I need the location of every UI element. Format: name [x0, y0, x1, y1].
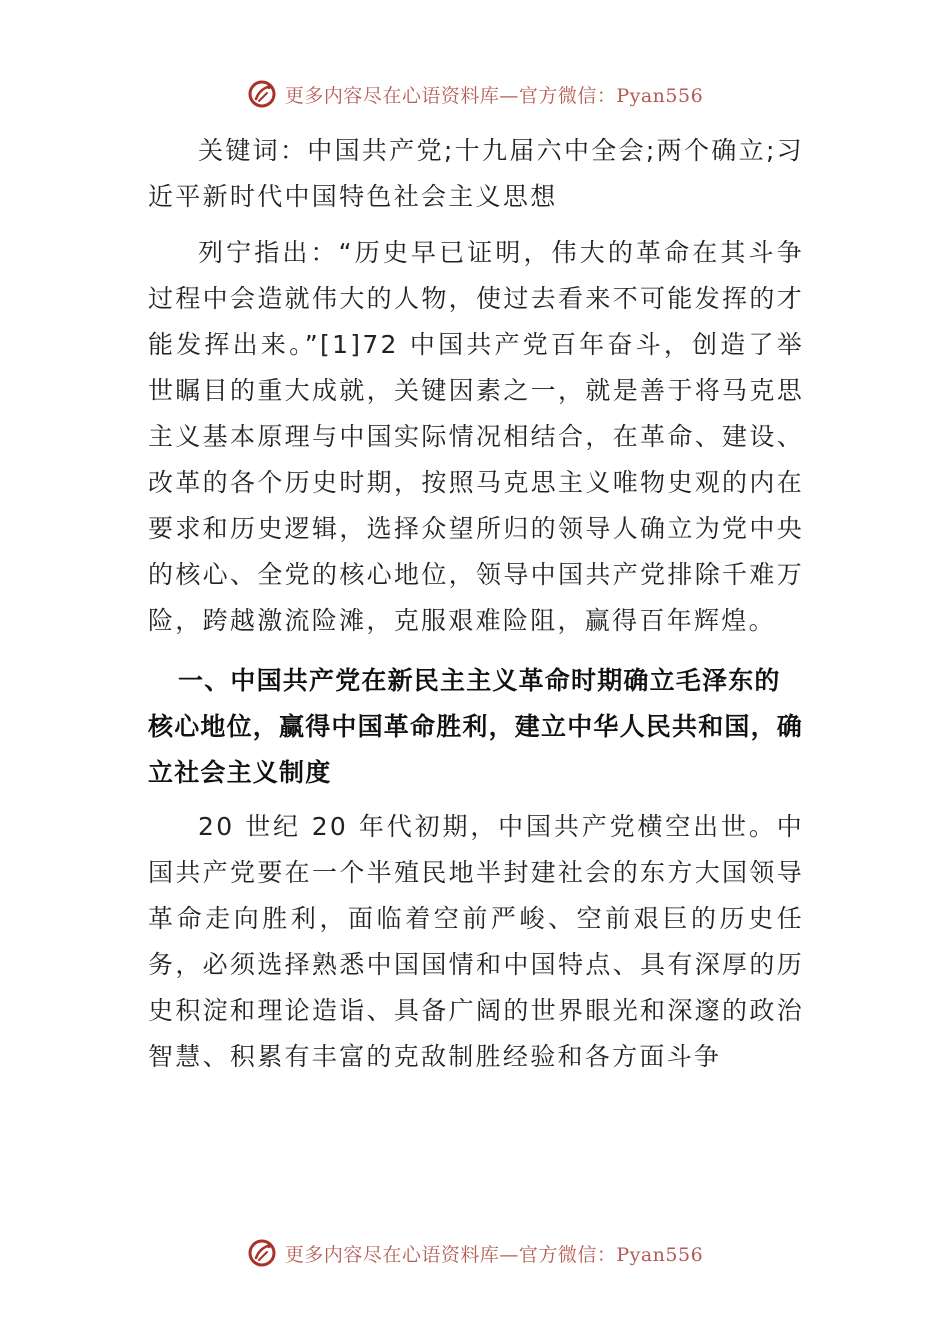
watermark-text: 更多内容尽在心语资料库—官方微信：Pyan556 — [284, 1243, 704, 1266]
document-body — [148, 128, 804, 1094]
body-paragraph-1: 列宁指出：“历史早已证明，伟大的革命在其斗争过程中会造就伟大的人物，使过去看来不可能发挥的才能发挥出来。”[1]72 中国共产党百年奋斗，创造了举世瞩目的重大成就，关键因素之一，就是善于将马克思主义基本原理与中国实际情况相结合，在革命、建设、改革的各个历史时期，按照马克思主义唯物史观的内在要求和历史逻辑，选择众望所归的领导人确立为党中央的核心、全党的核心地位，领导中国共产党排除千难万险，跨越激流险滩，克服艰难险阻，赢得百年辉煌。 — [148, 238, 804, 635]
keywords-paragraph: 关键词：中国共产党;十九届六中全会;两个确立;习近平新时代中国特色社会主义思想 — [148, 136, 804, 211]
brush-seal-logo-icon — [247, 79, 277, 109]
watermark-text: 更多内容尽在心语资料库—官方微信：Pyan556 — [284, 84, 704, 107]
brush-seal-logo-icon — [247, 1238, 277, 1268]
watermark-banner-bottom — [0, 1233, 950, 1273]
section-heading: 一、中国共产党在新民主主义革命时期确立毛泽东的核心地位，赢得中国革命胜利，建立中华人民共和国，确立社会主义制度 — [148, 666, 804, 787]
watermark-banner-top — [0, 74, 950, 114]
body-paragraph-2: 20 世纪 20 年代初期，中国共产党横空出世。中国共产党要在一个半殖民地半封建社会的东方大国领导革命走向胜利，面临着空前严峻、空前艰巨的历史任务，必须选择熟悉中国国情和中国特点、具有深厚的历史积淀和理论造诣、具备广阔的世界眼光和深邃的政治智慧、积累有丰富的克敌制胜经验和各方面斗争 — [148, 812, 804, 1071]
